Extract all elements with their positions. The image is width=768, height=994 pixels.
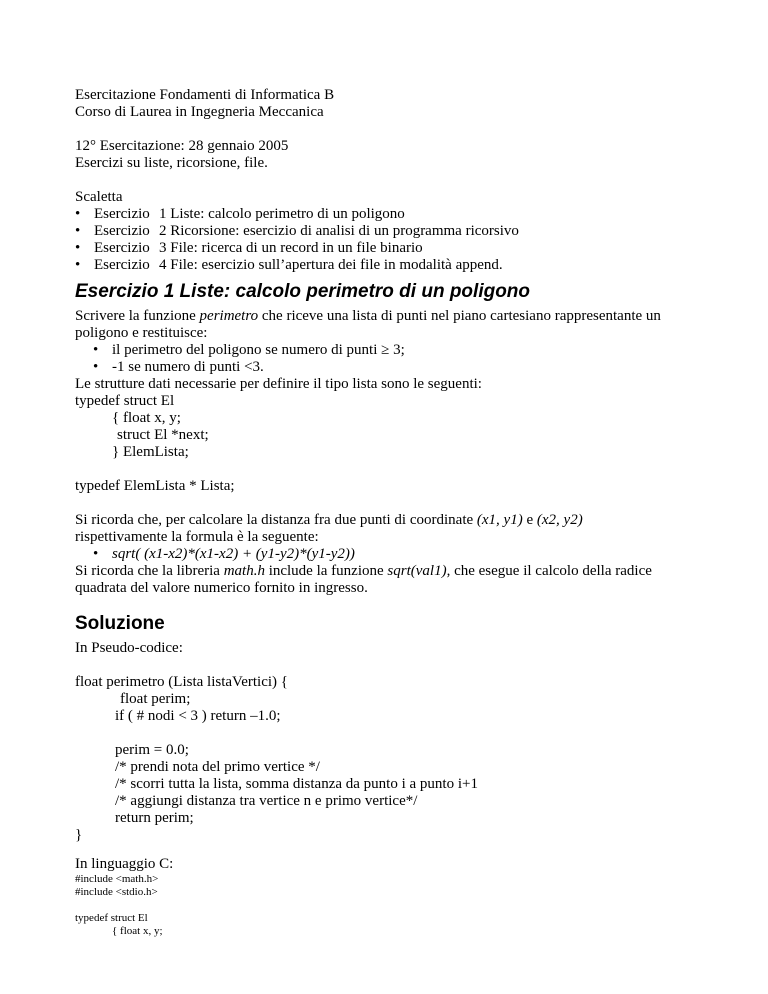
header-line-1: Esercitazione Fondamenti di Informatica B <box>75 87 335 103</box>
scaletta-list <box>75 206 735 274</box>
bullet-item: • -1 se numero di punti <3. <box>93 359 735 376</box>
c-title: In linguaggio C: <box>75 856 174 872</box>
pseudo-line: float perimetro (Lista listaVertici) { <box>75 674 288 690</box>
c-code-line: #include <math.h> <box>75 873 159 885</box>
exercise-1-intro-2: poligono e restituisce: <box>75 325 208 341</box>
pseudo-line: float perim; <box>120 691 191 707</box>
pseudo-line: perim = 0.0; <box>115 742 189 758</box>
formula-list <box>75 546 735 563</box>
code-line: typedef ElemLista * Lista; <box>75 478 235 494</box>
struct-intro: Le strutture dati necessarie per definire il tipo lista sono le seguenti: <box>75 376 482 392</box>
header-line-3: 12° Esercitazione: 28 gennaio 2005 <box>75 138 289 154</box>
distance-text-2: rispettivamente la formula è la seguente: <box>75 529 319 545</box>
scaletta-item: • Esercizio 1 Liste: calcolo perimetro di un poligono <box>75 206 735 223</box>
math-text-2: quadrata del valore numerico fornito in ingresso. <box>75 580 368 596</box>
document-content <box>75 87 735 938</box>
c-code-line: { float x, y; <box>112 925 163 937</box>
header-line-4: Esercizi su liste, ricorsione, file. <box>75 155 268 171</box>
scaletta-item: • Esercizio 3 File: ricerca di un record in un file binario <box>75 240 735 257</box>
pseudo-line: /* scorri tutta la lista, somma distanza da punto i a punto i+1 <box>115 776 478 792</box>
scaletta-item: • Esercizio 2 Ricorsione: esercizio di analisi di un programma ricorsivo <box>75 223 735 240</box>
formula: • sqrt( (x1-x2)*(x1-x2) + (y1-y2)*(y1-y2)) <box>93 546 735 563</box>
pseudo-title: In Pseudo-codice: <box>75 640 183 656</box>
bullet-item: • il perimetro del poligono se numero di punti ≥ 3; <box>93 342 735 359</box>
math-text: Si ricorda che la libreria math.h include la funzione sqrt(val1), che esegue il calcolo della radice <box>75 563 652 579</box>
pseudo-line: /* prendi nota del primo vertice */ <box>115 759 320 775</box>
header-line-2: Corso di Laurea in Ingegneria Meccanica <box>75 104 324 120</box>
scaletta-title: Scaletta <box>75 189 123 205</box>
c-code-line: #include <stdio.h> <box>75 886 158 898</box>
code-line: typedef struct El <box>75 393 175 409</box>
c-code-line: typedef struct El <box>75 912 148 924</box>
exercise-1-intro: Scrivere la funzione perimetro che riceve una lista di punti nel piano cartesiano rappresentante un <box>75 308 661 324</box>
pseudo-line: /* aggiungi distanza tra vertice n e primo vertice*/ <box>115 793 418 809</box>
pseudo-line: if ( # nodi < 3 ) return –1.0; <box>115 708 281 724</box>
distance-text: Si ricorda che, per calcolare la distanza fra due punti di coordinate (x1, y1) e (x2, y2) <box>75 512 583 528</box>
code-line: } ElemLista; <box>112 444 189 460</box>
code-line: struct El *next; <box>117 427 209 443</box>
code-line: { float x, y; <box>112 410 181 426</box>
solution-heading: Soluzione <box>75 613 165 634</box>
pseudo-line: } <box>75 827 83 843</box>
exercise-1-bullets <box>75 342 735 376</box>
pseudo-line: return perim; <box>115 810 194 826</box>
exercise-1-heading: Esercizio 1 Liste: calcolo perimetro di un poligono <box>75 281 531 302</box>
scaletta-item: • Esercizio 4 File: esercizio sull’apertura dei file in modalità append. <box>75 257 735 274</box>
